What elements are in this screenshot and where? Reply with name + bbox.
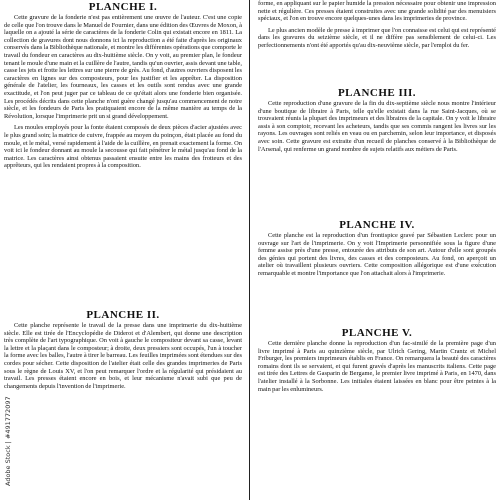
right-block-planche-4: [258, 218, 496, 278]
right-block-planche-5: [258, 326, 496, 393]
left-block-top: [4, 0, 242, 170]
right-block-top: [258, 0, 496, 50]
planche-2-paragraph: Cette planche représente le travail de la presse dans une imprimerie du dix-huitième siècle. Elle est tirée de l'Encyclopédie de Diderot et d'Alembert, qui donne une description très complète de l'art typographique. On voit à gauche le compositeur devant sa casse, levant la lettre et la plaçant dans le composteur; à droite, deux pressiers sont occupés, l'un à toucher la forme avec les balles, l'autre à tirer le barreau. Les feuilles imprimées sont étendues sur des cordes pour sécher. Cette disposition de l'atelier était celle des grandes imprimeries de Paris sous le règne de Louis XV, et l'on peut remarquer l'ordre et la régularité qui présidaient au travail. Les presses étaient encore en bois, et leur mécanisme n'avait subi que peu de changements depuis l'invention de l'imprimerie.: [4, 322, 242, 390]
planche-1-paragraph-2: Les moules employés pour la fonte étaient composés de deux pièces d'acier ajustées avec le plus grand soin; la matrice de cuivre, frappée au moyen du poinçon, était placée au fond du moule, et le métal, versé rapidement à l'aide de la cuillère, en prenait exactement la forme. On voit ici le fondeur donnant au moule la secousse qui fait pénétrer le métal jusqu'au fond de la matrice. Les caractères ainsi obtenus passaient ensuite entre les mains des frotteurs et des apprêteurs, qui les rendaient propres à la composition.: [4, 124, 242, 170]
left-column: [4, 0, 242, 500]
planche-3-heading: PLANCHE III.: [337, 87, 417, 99]
planche-3-paragraph: Cette reproduction d'une gravure de la fin du dix-septième siècle nous montre l'intérieur d'une boutique de libraire à Paris, telle qu'elle existait dans la rue Saint-Jacques, où se trouvaient réunis la plupart des imprimeurs et des libraires de la capitale. On y voit le libraire assis à son comptoir, recevant les acheteurs, tandis que ses commis rangent les livres sur les rayons. Les ouvrages sont reliés en veau ou en parchemin, selon leur importance, et disposés avec soin. Cette gravure est extraite d'un recueil de planches conservé à la Bibliothèque de l'Arsenal, qui renferme un grand nombre de sujets relatifs aux métiers de Paris.: [258, 100, 496, 153]
planche-2-continued: forme, en appliquant sur le papier humide la pression nécessaire pour obtenir une impression nette et régulière. Ces presses étaient construites avec une grande solidité par des menuisiers spéciaux, et l'on en trouve encore quelques-unes dans les imprimeries de province.: [258, 0, 496, 23]
planche-4-heading: PLANCHE IV.: [339, 219, 415, 231]
left-block-mid: [4, 308, 242, 390]
column-divider: [249, 0, 250, 500]
planche-1-heading: PLANCHE I.: [88, 1, 158, 13]
right-column: [258, 0, 496, 500]
stock-watermark: [4, 311, 14, 486]
planche-2-heading: PLANCHE II.: [86, 309, 160, 321]
planche-4-paragraph: Cette planche est la reproduction d'un frontispice gravé par Sébastien Leclerc pour un ouvrage sur l'art de l'imprimerie. On y voit l'Imprimerie personnifiée sous la figure d'une femme assise près d'une presse, entourée des attributs de son art. Autour d'elle sont groupés des génies qui portent des livres, des casses et des composteurs. Au fond, on aperçoit un atelier où travaillent plusieurs ouvriers. Cette composition allégorique est d'une exécution remarquable et montre l'importance que l'on attachait alors à l'imprimerie.: [258, 232, 496, 277]
planche-2-continued-2: Le plus ancien modèle de presse à imprimer que l'on connaisse est celui qui est représenté dans les gravures du seizième siècle, et il ne diffère pas sensiblement de celui-ci. Les perfectionnements n'ont été apportés qu'au dix-neuvième siècle, par l'emploi du fer.: [258, 26, 496, 49]
watermark-text: Adobe Stock | #491772097: [4, 396, 12, 486]
planche-5-paragraph: Cette dernière planche donne la reproduction d'un fac-similé de la première page d'un livre imprimé à Paris au quinzième siècle, par Ulrich Gering, Martin Crantz et Michel Friburger, les premiers imprimeurs établis en France. On remarquera la beauté des caractères romains dont ils se servaient, et qui furent gravés d'après les manuscrits italiens. Cette page est tirée des Lettres de Gasparin de Bergame, le premier livre imprimé à Paris, en 1470, dans l'atelier installé à la Sorbonne. Les initiales étaient laissées en blanc pour être peintes à la main par les enlumineurs.: [258, 340, 496, 393]
planche-5-heading: PLANCHE V.: [341, 327, 413, 339]
right-block-planche-3: [258, 86, 496, 153]
planche-1-paragraph-1: Cette gravure de la fonderie n'est pas entièrement une œuvre de l'auteur. C'est une copie de celle que l'on trouve dans le Manuel de Fournier, dans une édition des Œuvres de Moxon, à laquelle on a ajouté la série de caractères de la fonderie Colin qui existait encore en 1811. La collection de gravures dont nous donnons ici la reproduction a été faite d'après les originaux conservés dans la Bibliothèque nationale, et montre les différentes opérations que comporte le travail du fondeur en caractères au dix-huitième siècle. On y voit, au premier plan, le fondeur tenant le moule d'une main et la cuillère de l'autre, tandis qu'un ouvrier, assis devant une table, casse les jets et frotte les lettres sur une pierre de grès. Au fond, d'autres ouvriers disposent les caractères en lignes sur des composteurs, pour les justifier et les apprêter. La disposition générale de l'atelier, les fourneaux, les casses et les outils sont rendus avec une grande exactitude, et l'on peut juger par ce tableau de ce qu'était alors une fonderie bien organisée. Les procédés décrits dans cette planche n'ont guère changé jusqu'au commencement de notre siècle, et les fondeurs de Paris les pratiquaient encore de la même manière au temps de la Révolution, lorsque l'imprimerie prit un si grand développement.: [4, 14, 242, 120]
